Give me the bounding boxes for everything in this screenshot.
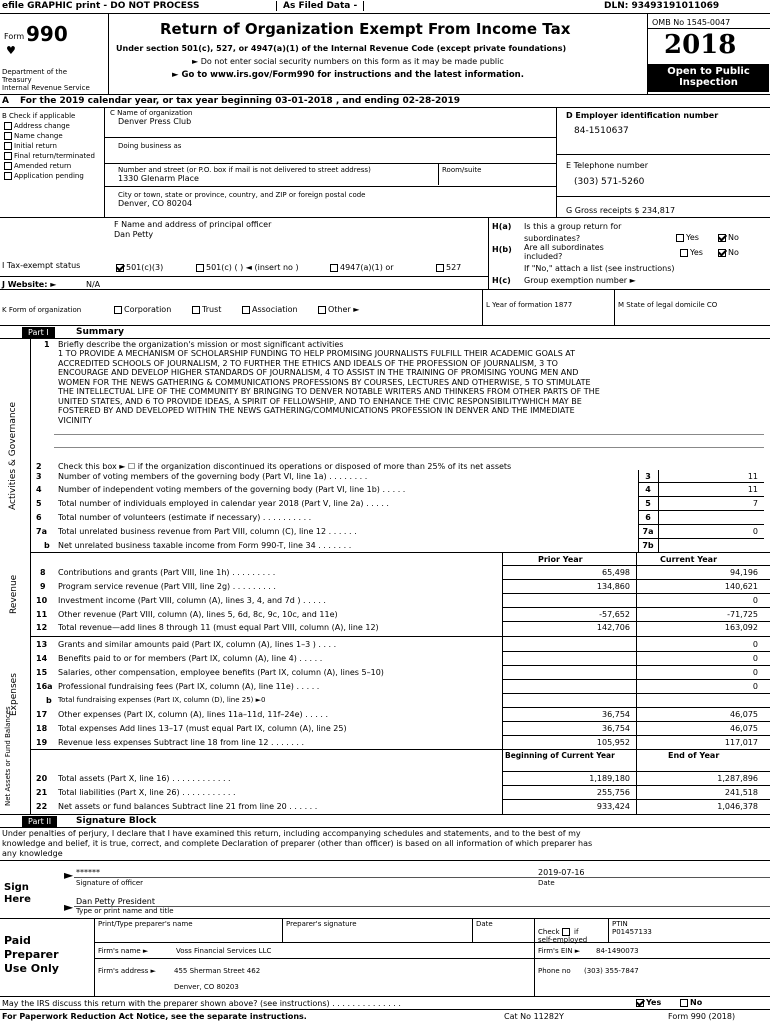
checkbox-icon[interactable] [4, 132, 12, 140]
checkbox-icon[interactable] [4, 122, 12, 130]
dln-label: DLN: 93493191011069 [604, 1, 720, 11]
ha-label: H(a) [492, 222, 512, 231]
mission-line: ACCREDITED SCHOOLS OF JOURNALISM, 2 TO FURTHER THE ETHICS AND IDEALS OF THE PROFESSION OF JOURNALISM, 3 TO [58, 358, 558, 368]
checkbox-icon[interactable] [114, 306, 122, 314]
check-application-pending[interactable]: Application pending [4, 172, 95, 182]
ein-label: D Employer identification number [566, 111, 719, 120]
mission-line: 1 TO PROVIDE A MECHANISM OF SCHOLARSHIP FUNDING TO HELP PROMISING JOURNALISTS FULFILL THEIR ACADEMIC GOALS AT [58, 349, 576, 358]
preparer-label: Preparer [4, 948, 59, 961]
form-label: Form [4, 32, 25, 41]
exp-row-16a: 16a Professional fundraising fees (Part IX, column (A), line 11e) . . . . . 0 [36, 682, 758, 691]
state-domicile: M State of legal domicile CO [618, 301, 718, 309]
exp-row-13: 13 Grants and similar amounts paid (Part IX, column (A), lines 1–3 ) . . . . 0 [36, 640, 758, 649]
perjury-statement: Under penalties of perjury, I declare that I have examined this return, including accompanying schedules and statements, and to the best of my knowledge and belief, it is true, correct, and complete Declaration of preparer (other than officer) is based on all information of which preparer has any knowledge [2, 829, 593, 858]
efile-label: efile GRAPHIC print - DO NOT PROCESS [2, 1, 200, 11]
checkbox-icon[interactable] [192, 306, 200, 314]
discuss-no[interactable]: No [680, 998, 702, 1007]
checkbox-checked-icon[interactable] [116, 264, 124, 272]
footer-paperwork-notice: For Paperwork Reduction Act Notice, see the separate instructions. [2, 1012, 307, 1021]
checkbox-icon[interactable] [4, 142, 12, 150]
hc-text: Group exemption number ► [524, 276, 636, 285]
checkbox-icon[interactable] [4, 152, 12, 160]
mission-line: UNITED STATES, AND 6 TO PROVIDE IDEAS, A SPIRIT OF FELLOWSHIP, AND TO ENHANCE THE CIVIC RESPONSIBILITYWHICH MAY BE [58, 396, 582, 406]
col-end-year: End of Year [668, 751, 720, 760]
rev-row-10: 10 Investment income (Part VIII, column (A), lines 3, 4, and 7d ) . . . . . 0 [36, 596, 758, 605]
hb-yes[interactable]: Yes [680, 248, 703, 257]
checkbox-icon[interactable] [330, 264, 338, 272]
hb-text-2: included? [524, 252, 563, 261]
dept-line-1: Department of the [2, 68, 68, 76]
checkbox-checked-icon[interactable] [718, 234, 726, 242]
checkbox-icon[interactable] [680, 999, 688, 1007]
open-public-box [648, 64, 769, 92]
irs-link-note[interactable]: ► Go to www.irs.gov/Form990 for instructions and the latest information. [172, 70, 524, 80]
dept-line-3: Internal Revenue Service [2, 84, 90, 92]
website-label: J Website: ► [2, 280, 57, 289]
net-row-22: 22 Net assets or fund balances Subtract line 21 from line 20 . . . . . . 933,424 1,046,378 [36, 802, 758, 811]
line-a-text: For the 2019 calendar year, or tax year beginning 03-01-2018 , and ending 02-28-2019 [20, 96, 461, 106]
hb-text-1: Are all subordinates [524, 243, 604, 252]
sign-here-1: Sign [4, 882, 29, 893]
self-employed-check[interactable]: Check if [538, 928, 579, 936]
form-number: 990 [26, 22, 68, 46]
gov-row-2: 2 Check this box ► ☐ if the organization discontinued its operations or disposed of more than 25% of its net assets [36, 462, 512, 471]
side-expenses: Expenses [9, 673, 19, 716]
phone-label: E Telephone number [566, 161, 648, 170]
check-initial-return[interactable]: Initial return [4, 142, 95, 152]
status-501c3[interactable]: 501(c)(3) [116, 263, 163, 272]
ha-text-2: subordinates? [524, 234, 581, 243]
preparer-date-label: Date [476, 920, 493, 928]
org-form-label: K Form of organization [2, 306, 82, 314]
top-bar [0, 0, 770, 14]
city-value: Denver, CO 80204 [118, 199, 193, 208]
col-prior-year: Prior Year [538, 555, 583, 564]
side-revenue: Revenue [9, 574, 19, 614]
checkbox-checked-icon[interactable] [718, 249, 726, 257]
dept-line-2: Treasury [2, 76, 32, 84]
phone-no-value: (303) 355-7847 [584, 967, 639, 975]
check-amended-return[interactable]: Amended return [4, 162, 95, 172]
checkbox-icon[interactable] [242, 306, 250, 314]
exp-row-16b: b Total fundraising expenses (Part IX, column (D), line 25) ►0 [46, 696, 266, 705]
tax-exempt-label: I Tax-exempt status [2, 261, 81, 270]
mission-text [58, 349, 764, 425]
checkbox-icon[interactable] [196, 264, 204, 272]
exp-row-15: 15 Salaries, other compensation, employee benefits (Part IX, column (A), lines 5–10) 0 [36, 668, 758, 677]
sign-here-2: Here [4, 894, 31, 905]
hc-label: H(c) [492, 276, 511, 285]
ptin-value: P01457133 [612, 928, 652, 936]
checkbox-icon[interactable] [436, 264, 444, 272]
officer-name-title-label: Type or print name and title [76, 907, 174, 915]
mission-line: FOSTERED BY AND DEVELOPED WITHIN THE NEWS GATHERING/COMMUNICATIONS PROFESSION IN DENVER AND THE IMMEDIATE [58, 406, 575, 415]
firm-ein-label: Firm's EIN ► [538, 947, 581, 955]
gov-row-4: 4 Number of independent voting members of the governing body (Part VI, line 1b) . . . . . 4 11 [36, 485, 758, 494]
officer-signature-label: Signature of officer [76, 879, 144, 887]
form-subtitle: Under section 501(c), 527, or 4947(a)(1) of the Internal Revenue Code (except private foundations) [116, 44, 567, 53]
year-formation: L Year of formation 1877 [486, 301, 573, 309]
gross-receipts: G Gross receipts $ 234,817 [566, 206, 676, 215]
sign-date-label: Date [538, 879, 555, 887]
officer-signature[interactable]: ****** [76, 868, 100, 877]
rev-row-9: 9 Program service revenue (Part VIII, line 2g) . . . . . . . . . 134,860 140,621 [40, 582, 758, 591]
room-label: Room/suite [442, 166, 482, 174]
firm-name-label: Firm's name ► [98, 947, 149, 955]
irs-eagle-icon: ♥ [6, 44, 16, 57]
ptin-label: PTIN [612, 920, 628, 928]
rev-row-11: 11 Other revenue (Part VIII, column (A), lines 5, 6d, 8c, 9c, 10c, and 11e) -57,652 -71,725 [36, 610, 758, 619]
street-label: Number and street (or P.O. box if mail is not delivered to street address) [118, 166, 371, 174]
part-2-label: Part II [22, 816, 57, 827]
side-net-assets: Net Assets or Fund Balances [4, 706, 12, 806]
omb-number: OMB No 1545-0047 [652, 18, 731, 27]
street-value: 1330 Glenarm Place [118, 174, 199, 183]
part-2-title: Signature Block [76, 816, 157, 826]
firm-address-value: 455 Sherman Street 462 [174, 967, 261, 975]
org-name-label: C Name of organization [110, 109, 193, 117]
website-value: N/A [86, 280, 101, 289]
sign-arrow-icon: ► [64, 900, 74, 914]
paid-label: Paid [4, 934, 31, 947]
footer-form-id: Form 990 (2018) [668, 1012, 736, 1021]
footer-cat-number: Cat No 11282Y [504, 1012, 564, 1021]
principal-officer-name: Dan Petty [114, 230, 154, 239]
gov-row-5: 5 Total number of individuals employed in calendar year 2018 (Part V, line 2a) . . . . . 5 7 [36, 499, 758, 508]
section-b-label: B Check if applicable [2, 112, 76, 120]
check-name-change[interactable]: Name change [4, 132, 95, 142]
hb-note: If "No," attach a list (see instructions) [524, 264, 675, 273]
as-filed-label: As Filed Data - [276, 1, 364, 11]
checkbox-icon[interactable] [4, 162, 12, 170]
part-1-title: Summary [76, 327, 125, 337]
check-address-change[interactable]: Address change [4, 122, 95, 132]
form-title: Return of Organization Exempt From Income Tax [160, 20, 571, 38]
principal-officer-label: F Name and address of principal officer [114, 220, 272, 229]
org-form-association[interactable]: Association [242, 305, 298, 314]
officer-name-title[interactable]: Dan Petty President [76, 897, 156, 906]
rev-row-12: 12 Total revenue—add lines 8 through 11 (must equal Part VIII, column (A), line 12) 142,706 163,092 [36, 623, 758, 632]
check-final-return[interactable]: Final return/terminated [4, 152, 95, 162]
mission-line: THE INTELLECTUAL LIFE OF THE COMMUNITY BY BRINGING TO DENVER NOTABLE WRITERS AND THINKERS FROM OTHER PARTS OF THE [58, 387, 600, 396]
checkbox-icon[interactable] [680, 249, 688, 257]
ein-value: 84-1510637 [574, 126, 629, 136]
line-1-number: 1 [44, 340, 50, 349]
ha-yes[interactable]: Yes [676, 233, 699, 242]
use-only-label: Use Only [4, 962, 59, 975]
firm-ein-value: 84-1490073 [596, 947, 639, 955]
org-form-corporation[interactable]: Corporation [114, 305, 171, 314]
org-form-trust[interactable]: Trust [192, 305, 221, 314]
gov-row-3: 3 Number of voting members of the governing body (Part VI, line 1a) . . . . . . . . 3 11 [36, 472, 758, 481]
gov-row-7a: 7a Total unrelated business revenue from Part VIII, column (C), line 12 . . . . . . 7a 0 [36, 527, 758, 536]
net-row-20: 20 Total assets (Part X, line 16) . . . . . . . . . . . . 1,189,180 1,287,896 [36, 774, 758, 783]
checkbox-icon[interactable] [4, 172, 12, 180]
ssn-note: ► Do not enter social security numbers on this form as it may be made public [192, 57, 504, 66]
preparer-name-label: Print/Type preparer's name [98, 920, 193, 928]
preparer-signature-label: Preparer's signature [286, 920, 357, 928]
status-527[interactable]: 527 [436, 263, 461, 272]
rev-row-8: 8 Contributions and grants (Part VIII, line 1h) . . . . . . . . . 65,498 94,196 [40, 568, 758, 577]
mission-line: WOMEN FOR THE NEWS GATHERING & COMMUNICATIONS PROFESSIONS BY COURSES, LECTURES AND OTHERWISE, 5 TO STIMULATE [58, 377, 591, 387]
irs-discuss-question: May the IRS discuss this return with the preparer shown above? (see instructions) . . . . . . . . . . . . . . [2, 999, 401, 1008]
open-public-label: Open to Public [667, 66, 750, 77]
sign-arrow-icon: ► [64, 868, 74, 882]
checkbox-icon[interactable] [562, 928, 570, 936]
checkbox-checked-icon[interactable] [636, 999, 644, 1007]
mission-line: ENCOURAGE AND DEVELOP HIGHER STANDARDS OF JOURNALISM, 4 TO ASSIST IN THE TRAINING OF PROMISING YOUNG MEN AND [58, 368, 579, 377]
status-4947[interactable]: 4947(a)(1) or [330, 263, 394, 272]
sign-date[interactable]: 2019-07-16 [538, 868, 585, 877]
dba-label: Doing business as [118, 142, 182, 150]
org-form-other[interactable]: Other ► [318, 305, 359, 314]
firm-address-label: Firm's address ► [98, 967, 156, 975]
hb-no[interactable]: No [718, 248, 739, 257]
ha-text-1: Is this a group return for [524, 222, 622, 231]
phone-value: (303) 571-5260 [574, 177, 645, 187]
col-begin-year: Beginning of Current Year [505, 751, 615, 760]
net-row-21: 21 Total liabilities (Part X, line 26) . . . . . . . . . . . 255,756 241,518 [36, 788, 758, 797]
checkbox-icon[interactable] [318, 306, 326, 314]
ha-no[interactable]: No [718, 233, 739, 242]
tax-year: 2018 [664, 30, 737, 60]
exp-row-14: 14 Benefits paid to or for members (Part IX, column (A), line 4) . . . . . 0 [36, 654, 758, 663]
gov-row-7b: b Net unrelated business taxable income from Form 990-T, line 34 . . . . . . . 7b [44, 541, 654, 550]
gov-row-6: 6 Total number of volunteers (estimate if necessary) . . . . . . . . . . 6 [36, 513, 651, 522]
org-name: Denver Press Club [118, 117, 192, 126]
exp-row-19: 19 Revenue less expenses Subtract line 18 from line 12 . . . . . . . 105,952 117,017 [36, 738, 758, 747]
exp-row-17: 17 Other expenses (Part IX, column (A), lines 11a–11d, 11f–24e) . . . . . 36,754 46,075 [36, 710, 758, 719]
line-a-label: A [2, 96, 9, 106]
discuss-yes[interactable]: Yes [636, 998, 661, 1007]
line-1-intro: Briefly describe the organization's mission or most significant activities [58, 340, 344, 349]
firm-name-value: Voss Financial Services LLC [176, 947, 272, 955]
hb-label: H(b) [492, 245, 512, 254]
exp-row-18: 18 Total expenses Add lines 13–17 (must equal Part IX, column (A), line 25) 36,754 46,075 [36, 724, 758, 733]
inspection-label: Inspection [679, 77, 738, 88]
firm-city-value: Denver, CO 80203 [174, 983, 239, 991]
section-b-list [4, 122, 95, 182]
part-1-label: Part I [22, 327, 55, 338]
mission-line: VICINITY [58, 415, 92, 425]
self-employed-label: self-employed [538, 936, 588, 944]
side-activities-governance: Activities & Governance [8, 401, 18, 510]
phone-no-label: Phone no [538, 967, 571, 975]
status-501c[interactable]: 501(c) ( ) ◄ (insert no ) [196, 263, 299, 272]
city-label: City or town, state or province, country, and ZIP or foreign postal code [118, 191, 366, 199]
checkbox-icon[interactable] [676, 234, 684, 242]
col-current-year: Current Year [660, 555, 718, 564]
